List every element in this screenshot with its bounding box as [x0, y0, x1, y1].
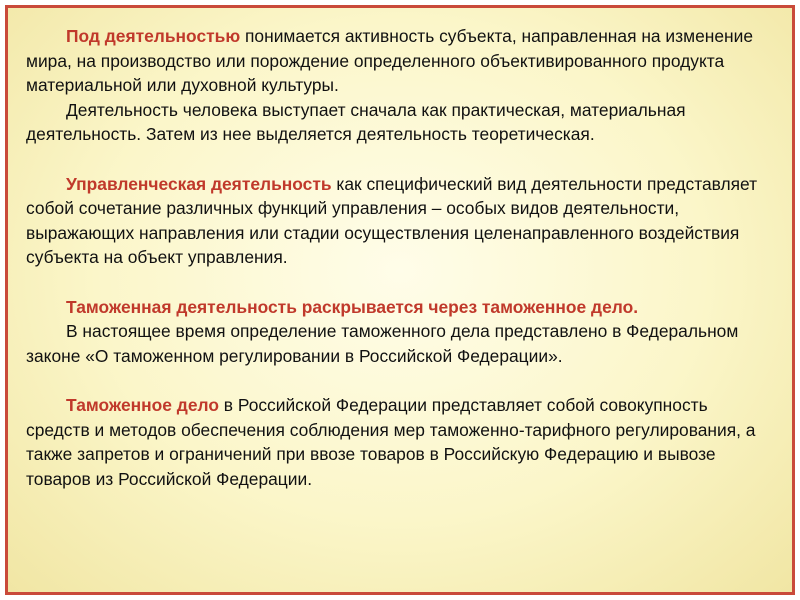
term-activity: Под деятельностью — [66, 26, 241, 46]
paragraph-spacer — [26, 368, 770, 393]
paragraph-spacer — [26, 270, 770, 295]
paragraph-text: В настоящее время определение таможенного дела представлено в Федеральном законе «О таможенном регулировании в Российской Федерации». — [26, 321, 739, 366]
slide-frame — [5, 5, 795, 595]
paragraph-management-activity — [26, 172, 770, 270]
term-customs-activity: Таможенная деятельность раскрывается через таможенное дело. — [66, 296, 639, 317]
paragraph-customs-activity — [26, 295, 770, 320]
paragraph-customs-law — [26, 319, 770, 368]
term-customs-affairs: Таможенное дело — [66, 394, 219, 415]
term-management-activity: Управленческая деятельность — [66, 173, 332, 194]
paragraph-text: понимается активность субъекта, направленная на изменение мира, на производство или порождение определенного объективированного продукта материальной или духовной культуры. — [26, 26, 754, 96]
paragraph-text: как специфический вид деятельности представляет собой сочетание различных функций управления – особых видов деятельности, выражающих направления или стадии осуществления целенаправленного воздействия субъекта на объект управления. — [26, 173, 758, 268]
slide-content — [8, 8, 792, 592]
paragraph-human-activity — [26, 98, 770, 147]
paragraph-text: в Российской Федерации представляет собой совокупность средств и методов обеспечения соблюдения мер таможенно-тарифного регулирования, а также запретов и ограничений при ввозе товаров в Российскую Федерацию и вывозе товаров из Российской Федерации. — [26, 394, 756, 489]
paragraph-spacer — [26, 147, 770, 172]
paragraph-customs-affairs — [26, 393, 770, 491]
paragraph-text: Деятельность человека выступает сначала как практическая, материальная деятельность. Затем из нее выделяется деятельность теоретическая. — [26, 99, 686, 145]
paragraph-activity-definition — [26, 24, 770, 98]
